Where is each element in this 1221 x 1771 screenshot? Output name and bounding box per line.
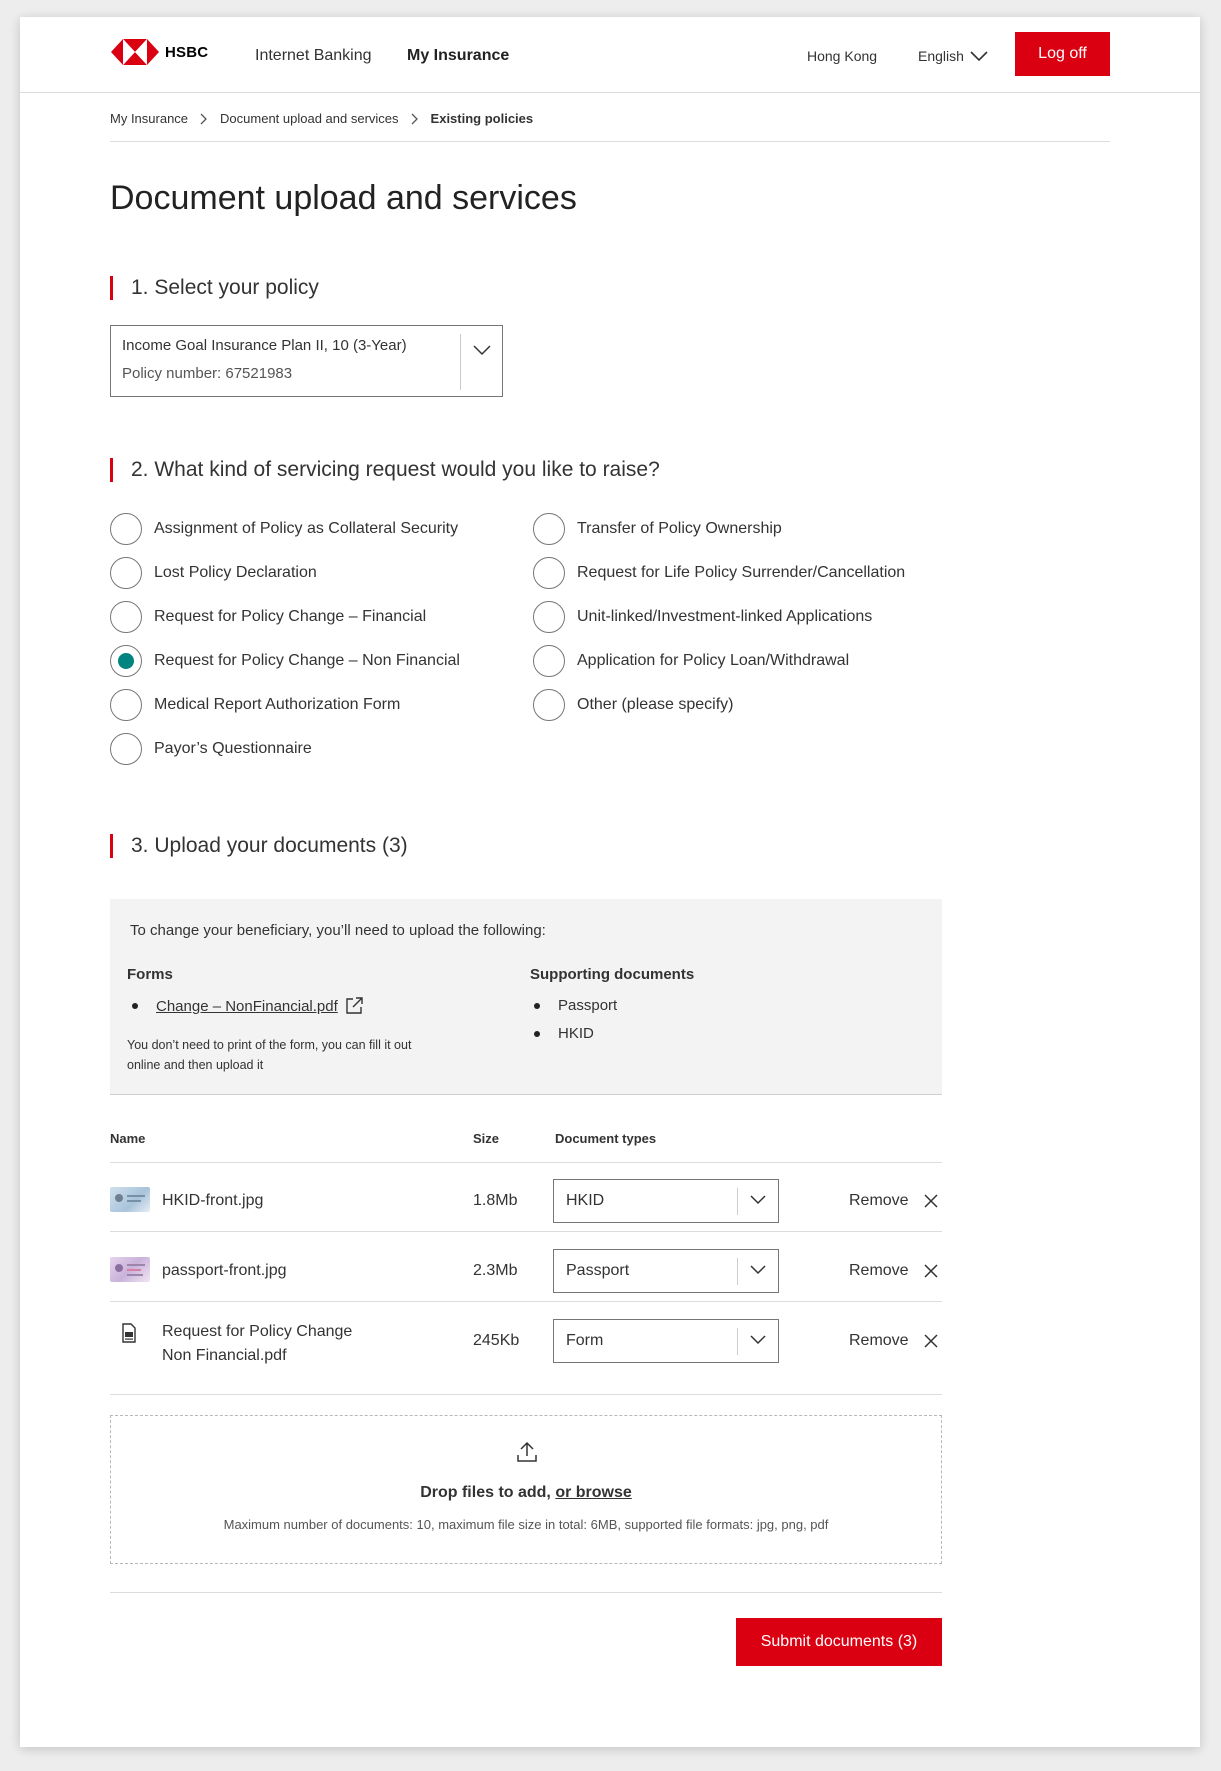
remove-button[interactable] (849, 1262, 939, 1280)
file-size: 1.8Mb (473, 1192, 518, 1209)
divider (110, 1162, 942, 1163)
radio-label: Lost Policy Declaration (154, 564, 317, 581)
close-icon (923, 1263, 939, 1279)
remove-button[interactable] (849, 1192, 939, 1210)
radio-circle (533, 645, 565, 677)
radio-circle (533, 557, 565, 589)
radio-circle (533, 513, 565, 545)
chevron-right-icon (411, 111, 419, 127)
policy-select[interactable] (110, 325, 503, 397)
drop-instructions (111, 1484, 941, 1502)
radio-change-non-financial[interactable] (110, 645, 460, 677)
form-note: You don’t need to print of the form, you can fill it out online and then upload it (127, 1038, 412, 1072)
top-header (20, 17, 1200, 93)
remove-label: Remove (849, 1192, 909, 1209)
chevron-down-icon (749, 1193, 767, 1207)
radio-label: Payor’s Questionnaire (154, 740, 312, 757)
brand-name: HSBC (165, 43, 209, 61)
radio-circle (110, 601, 142, 633)
chevron-right-icon (200, 111, 208, 127)
remove-label: Remove (849, 1262, 909, 1279)
region-selector[interactable]: Hong Kong (807, 48, 878, 64)
bullet (132, 1003, 138, 1009)
divider (110, 1301, 942, 1302)
radio-label: Transfer of Policy Ownership (577, 520, 782, 537)
drop-text: Drop files to add, (420, 1484, 551, 1501)
radio-label: Unit-linked/Investment-linked Applications (577, 608, 873, 625)
form-download-link[interactable]: Change – NonFinancial.pdf (156, 997, 338, 1015)
radio-label: Assignment of Policy as Collateral Security (154, 520, 459, 537)
file-name: passport-front.jpg (162, 1262, 287, 1279)
breadcrumb-current: Existing policies (430, 111, 534, 126)
chevron-down-icon (749, 1333, 767, 1347)
file-name: HKID-front.jpg (162, 1192, 264, 1209)
radio-change-financial[interactable] (110, 601, 426, 633)
requirements-info-box (110, 899, 942, 1095)
document-type-select[interactable] (553, 1179, 779, 1223)
radio-label: Other (please specify) (577, 696, 734, 713)
radio-circle (110, 513, 142, 545)
breadcrumb (110, 111, 1110, 142)
supporting-doc-item (534, 1025, 594, 1042)
pdf-document-icon (120, 1323, 138, 1343)
logoff-button[interactable]: Log off (1015, 32, 1110, 76)
radio-circle (533, 601, 565, 633)
file-size: 245Kb (473, 1332, 520, 1349)
nav-my-insurance[interactable]: My Insurance (407, 47, 510, 64)
submit-documents-button[interactable]: Submit documents (3) (736, 1618, 942, 1666)
page (20, 17, 1200, 1747)
chevron-down-icon (472, 343, 492, 357)
select-divider (737, 1258, 738, 1285)
radio-label: Request for Policy Change – Non Financial (154, 652, 460, 669)
remove-label: Remove (849, 1332, 909, 1349)
col-header-types: Document types (555, 1131, 657, 1146)
radio-circle (533, 689, 565, 721)
bullet (534, 1031, 540, 1037)
info-intro: To change your beneficiary, you’ll need to upload the following: (130, 922, 546, 939)
radio-unit-linked[interactable] (533, 601, 872, 633)
browse-link[interactable]: or browse (555, 1484, 632, 1501)
form-list-item (132, 997, 363, 1015)
id-card-icon (110, 1187, 150, 1212)
file-name (162, 1320, 352, 1368)
radio-transfer-ownership[interactable] (533, 513, 782, 545)
nav-internet-banking[interactable]: Internet Banking (255, 47, 372, 64)
radio-policy-loan[interactable] (533, 645, 849, 677)
forms-heading: Forms (127, 966, 173, 983)
document-type-select[interactable] (553, 1319, 779, 1363)
select-divider (460, 334, 461, 390)
radio-label: Medical Report Authorization Form (154, 696, 401, 713)
radio-payor-questionnaire[interactable] (110, 733, 312, 765)
divider (110, 1231, 942, 1232)
page-title: Document upload and services (110, 179, 577, 217)
supporting-doc-item (534, 997, 617, 1014)
breadcrumb-document-upload[interactable]: Document upload and services (220, 111, 399, 126)
radio-lost-policy[interactable] (110, 557, 317, 589)
supporting-doc-label: HKID (558, 1025, 594, 1042)
select-value: Form (566, 1332, 604, 1349)
radio-circle (110, 733, 142, 765)
file-size: 2.3Mb (473, 1262, 518, 1279)
col-header-size: Size (473, 1131, 500, 1146)
external-link-icon[interactable] (345, 997, 363, 1015)
section-heading-upload: 3. Upload your documents (3) (110, 834, 408, 858)
file-thumbnail (110, 1187, 150, 1212)
hsbc-hexagon-icon (111, 39, 159, 65)
document-type-select[interactable] (553, 1249, 779, 1293)
file-thumbnail (110, 1257, 150, 1282)
file-name-line2: Non Financial.pdf (162, 1347, 287, 1364)
radio-surrender-cancellation[interactable] (533, 557, 905, 589)
bullet (534, 1003, 540, 1009)
chevron-down-icon (749, 1263, 767, 1277)
file-name-line1: Request for Policy Change (162, 1323, 353, 1340)
language-label: English (918, 48, 964, 64)
section-heading-request: 2. What kind of servicing request would you like to raise? (110, 458, 660, 482)
radio-label: Request for Life Policy Surrender/Cancellation (577, 564, 906, 581)
select-divider (737, 1328, 738, 1355)
radio-other[interactable] (533, 689, 734, 721)
chevron-down-icon (970, 50, 988, 62)
supporting-docs-heading: Supporting documents (530, 966, 695, 983)
supporting-doc-label: Passport (558, 997, 618, 1014)
breadcrumb-my-insurance[interactable]: My Insurance (110, 111, 189, 126)
upload-limits: Maximum number of documents: 10, maximum file size in total: 6MB, supported file formats: jpg, png, pdf (223, 1517, 829, 1532)
radio-circle (110, 689, 142, 721)
select-divider (737, 1188, 738, 1215)
divider (110, 1394, 942, 1395)
radio-label: Request for Policy Change – Financial (154, 608, 427, 625)
select-value: HKID (566, 1192, 605, 1209)
file-drop-zone[interactable] (110, 1415, 942, 1564)
radio-label: Application for Policy Loan/Withdrawal (577, 652, 850, 669)
hsbc-logo[interactable] (111, 39, 208, 65)
section-heading-policy: 1. Select your policy (110, 276, 319, 300)
upload-icon (515, 1440, 539, 1464)
passport-icon (110, 1257, 150, 1282)
close-icon (923, 1333, 939, 1349)
language-selector[interactable] (918, 48, 988, 64)
remove-button[interactable] (849, 1332, 939, 1350)
col-header-name: Name (110, 1131, 146, 1146)
radio-circle-selected (110, 645, 142, 677)
radio-circle (110, 557, 142, 589)
policy-number: Policy number: 67521983 (122, 365, 293, 382)
select-value: Passport (566, 1262, 630, 1279)
radio-assignment-collateral[interactable] (110, 513, 458, 545)
close-icon (923, 1193, 939, 1209)
radio-dot (118, 653, 134, 669)
policy-name: Income Goal Insurance Plan II, 10 (3-Year) (122, 337, 407, 354)
radio-medical-report[interactable] (110, 689, 400, 721)
divider (110, 1592, 942, 1593)
